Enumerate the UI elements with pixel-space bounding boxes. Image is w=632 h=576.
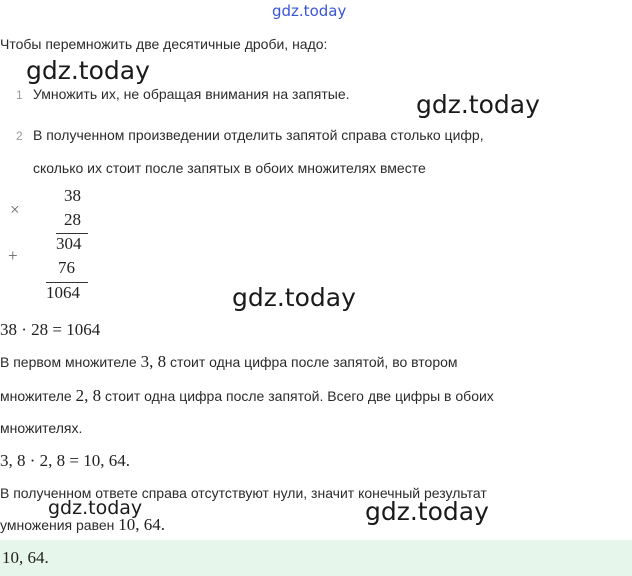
conclusion-text: умножения равен [0,517,115,533]
intro-text: Чтобы перемножить две десятичные дроби, надо: [0,36,328,52]
step-text: сколько их стоит после запятых в обоих множителях вместе [33,160,426,176]
step-number: 2 [16,129,23,143]
answer-box [0,540,632,576]
equation-decimal: 3, 8 · 2, 8 = 10, 64. [0,451,130,470]
factor-value: 2, 8 [75,386,102,405]
explanation-text: стоит одна цифра после запятой, во втором [169,354,458,370]
times-sign: × [10,200,20,219]
conclusion-text: В полученном ответе справа отсутствуют нули, значит конечный результат [0,485,487,501]
watermark-top: gdz.today [272,2,347,20]
factor-2: 28 [64,210,81,229]
watermark: gdz.today [416,90,540,119]
explanation-text: стоит одна цифра после запятой. Всего две цифры в обоих [104,388,494,404]
column-result: 1064 [46,283,80,302]
watermark: gdz.today [48,497,143,519]
step-number: 1 [16,88,23,102]
step-text: Умножить их, не обращая внимания на запятые. [33,86,350,102]
answer-value: 10, 64. [2,548,49,567]
watermark: gdz.today [365,497,489,526]
factor-value: 3, 8 [140,352,167,371]
watermark: gdz.today [26,56,150,85]
explanation-text: В первом множителе [0,354,137,370]
equation-product: 38 · 28 = 1064 [0,320,101,339]
plus-sign: + [8,246,18,265]
partial-product-2: 76 [58,258,75,277]
watermark: gdz.today [232,283,356,312]
step-text: В полученном произведении отделить запятой справа столько цифр, [33,127,484,143]
explanation-text: множителе [0,388,72,404]
explanation-line [0,386,494,406]
explanation-text: множителях. [0,420,83,436]
partial-product-1: 304 [56,234,82,253]
result-value: 10, 64. [118,515,166,534]
factor-1: 38 [64,186,81,205]
explanation-line [0,352,458,372]
